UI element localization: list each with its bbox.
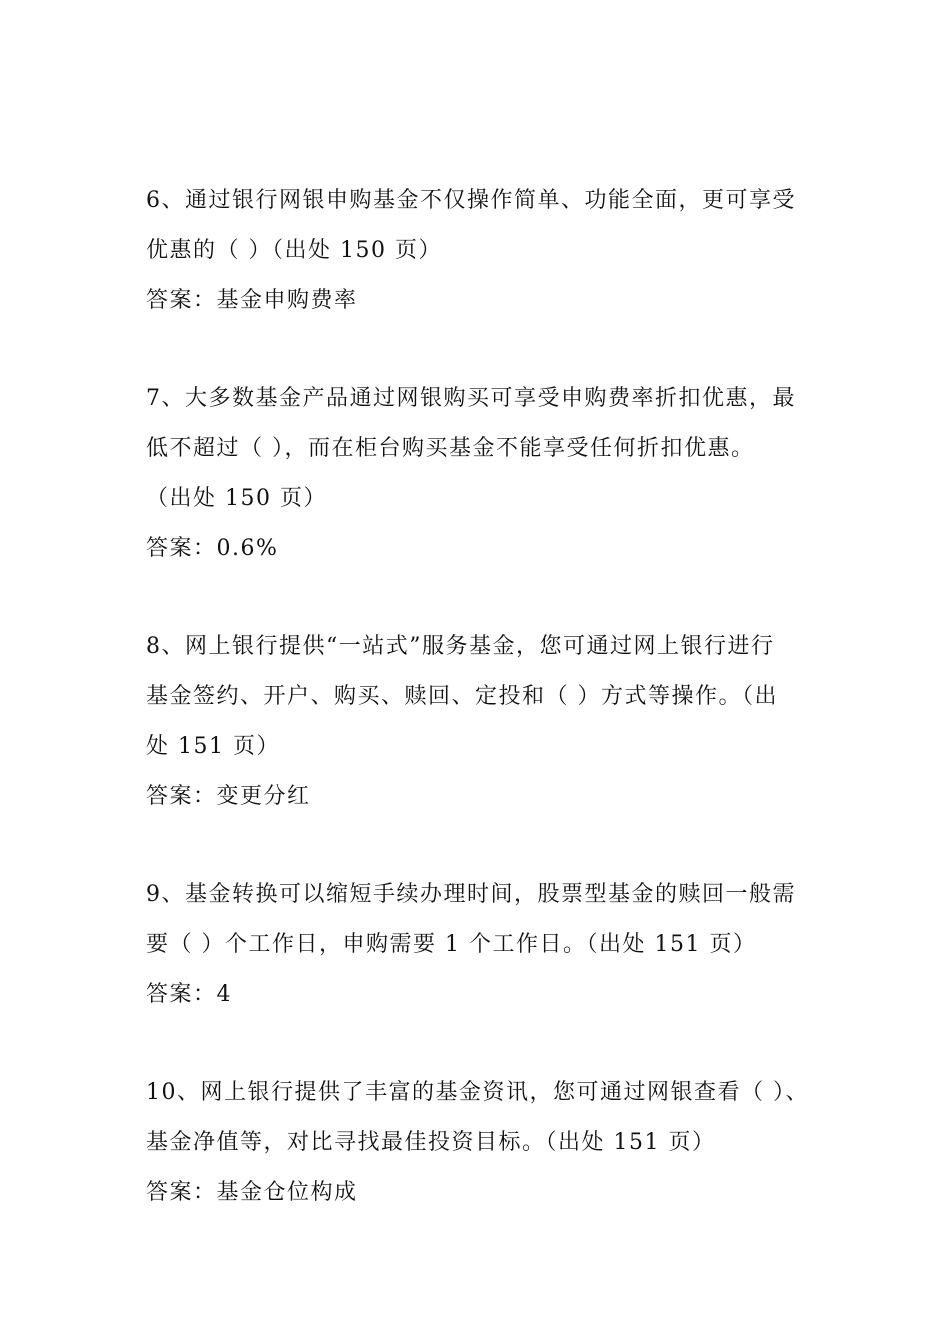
question-line: 要（ ）个工作日，申购需要 1 个工作日。（出处 151 页） [146, 932, 757, 957]
question-text [146, 622, 810, 772]
question-block-7 [146, 374, 810, 574]
question-text [146, 870, 810, 970]
question-line: 基金净值等，对比寻找最佳投资目标。（出处 151 页） [146, 1130, 716, 1155]
question-line: 10、网上银行提供了丰富的基金资讯，您可通过网银查看（ ）、 [146, 1080, 809, 1105]
answer-text: 答案：变更分红 [146, 784, 311, 809]
question-text [146, 1068, 810, 1168]
answer-text: 答案：0.6% [146, 536, 279, 561]
question-text [146, 176, 810, 276]
question-line: 低不超过（ ），而在柜台购买基金不能享受任何折扣优惠。 [146, 436, 755, 461]
question-line: 8、网上银行提供“一站式”服务基金，您可通过网上银行进行 [146, 634, 775, 659]
question-line: 9、基金转换可以缩短手续办理时间，股票型基金的赎回一般需 [146, 882, 796, 907]
question-line: 基金签约、开户、购买、赎回、定投和（ ）方式等操作。（出 [146, 684, 778, 709]
question-line: 7、大多数基金产品通过网银购买可享受申购费率折扣优惠，最 [146, 386, 796, 411]
question-block-9 [146, 870, 810, 1020]
document-content [146, 176, 810, 1266]
answer-text: 答案：4 [146, 982, 232, 1007]
question-line: 6、通过银行网银申购基金不仅操作简单、功能全面，更可享受 [146, 188, 796, 213]
question-block-10 [146, 1068, 810, 1218]
question-block-8 [146, 622, 810, 822]
question-line: 处 151 页） [146, 734, 280, 759]
answer-text: 答案：基金申购费率 [146, 288, 358, 313]
question-line: （出处 150 页） [146, 486, 327, 511]
question-text [146, 374, 810, 524]
question-line: 优惠的（ ）（出处 150 页） [146, 238, 442, 263]
question-block-6 [146, 176, 810, 326]
answer-text: 答案：基金仓位构成 [146, 1180, 358, 1205]
